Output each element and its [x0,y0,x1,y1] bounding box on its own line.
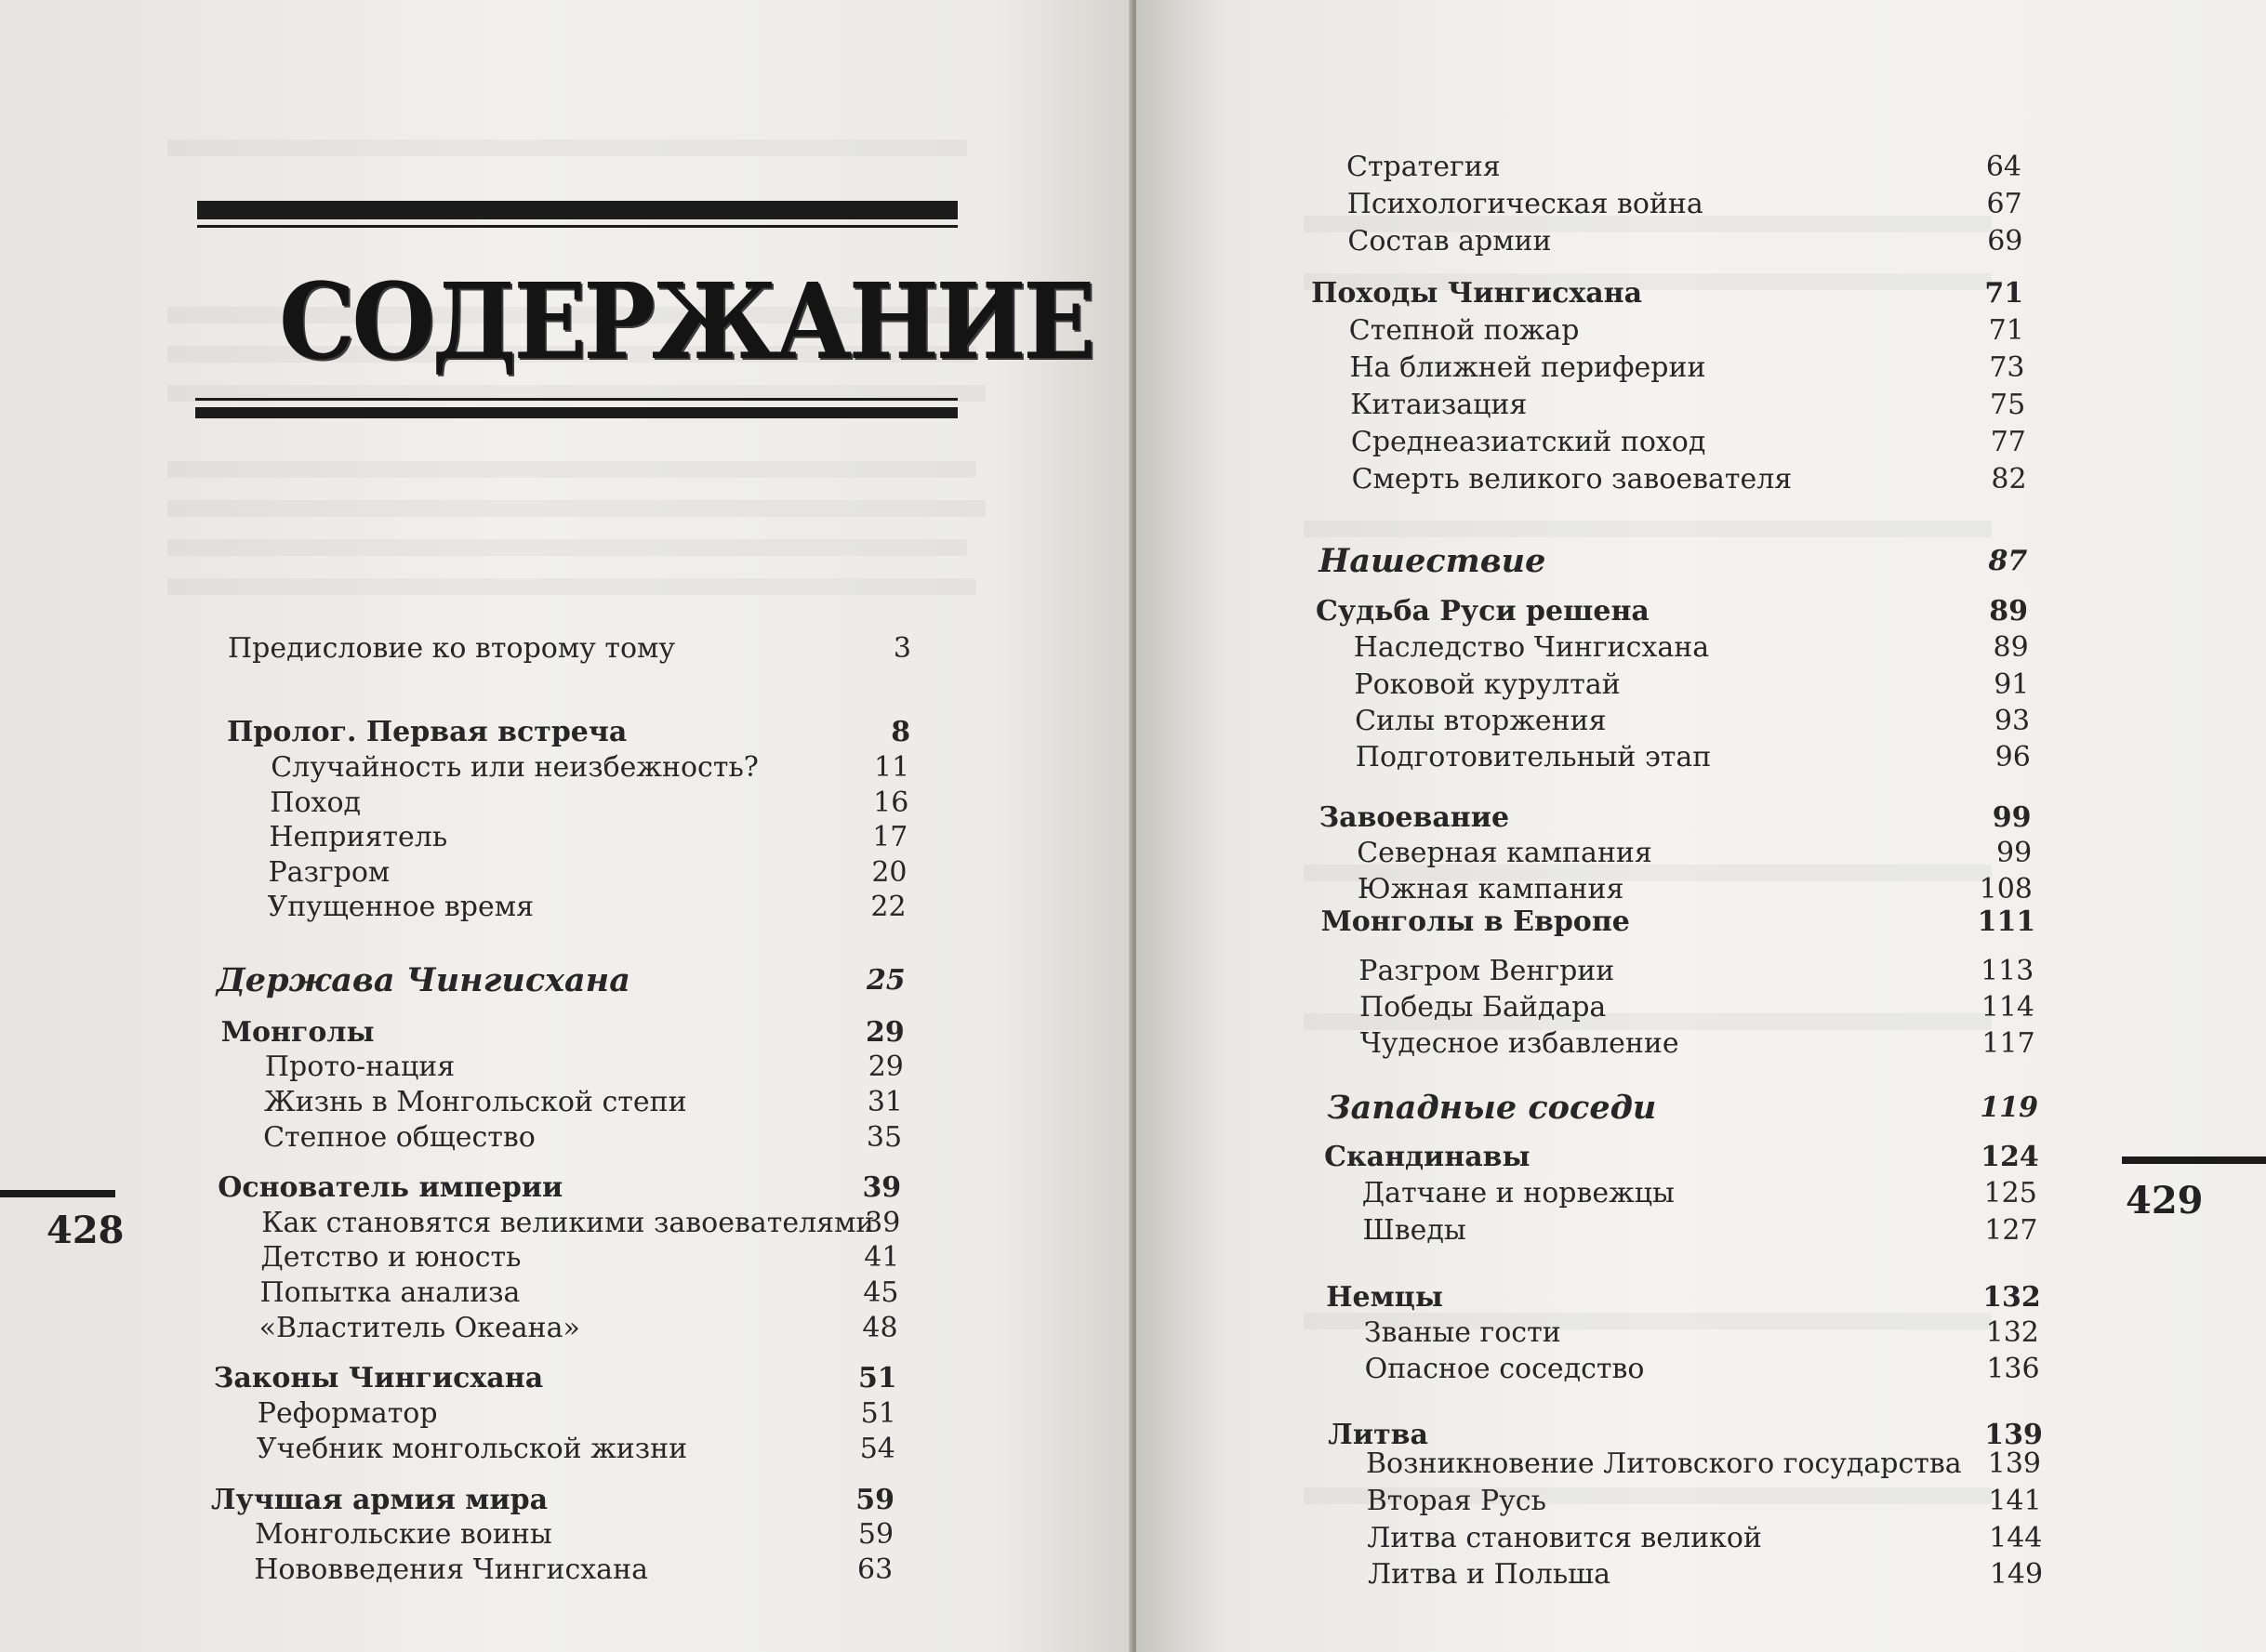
toc-entry-page: 87 [1988,545,2028,577]
toc-entry-title: Литва и Польша [1368,1558,1610,1591]
toc-entry-page: 63 [857,1553,894,1586]
toc-entry-title: Законы Чингисхана [213,1362,544,1394]
toc-entry-title: Предисловие ко второму тому [228,632,676,665]
toc-entry-title: Жизнь в Монгольской степи [264,1086,687,1118]
toc-entry-page: 99 [1996,837,2033,869]
toc-entry-title: Немцы [1326,1281,1443,1314]
toc-entry-page: 41 [864,1241,900,1274]
toc-entry-title: Скандинавы [1324,1141,1531,1173]
toc-entry-page: 39 [865,1207,901,1239]
toc-entry-title: Победы Байдара [1359,991,1607,1024]
toc-entry-title: Лучшая армия мира [211,1484,549,1516]
toc-entry-title: Как становятся великими завоевателями [261,1207,875,1239]
toc-entry-page: 114 [1981,991,2034,1024]
toc-entry-page: 3 [893,632,911,665]
toc-entry-page: 99 [1992,801,2032,834]
toc-entry-page: 127 [1984,1214,2038,1247]
toc-entry-title: Разгром [268,856,391,889]
toc-entry-page: 67 [1986,188,2022,220]
toc-entry-page: 139 [1984,1419,2043,1451]
toc-entry-title: Среднеазиатский поход [1350,426,1706,458]
toc-entry-page: 132 [1982,1281,2041,1314]
toc-entry-title: Монгольские воины [255,1518,552,1551]
toc-entry-title: Учебник монгольской жизни [256,1433,688,1465]
toc-entry-page: 77 [1990,426,2026,458]
toc-entry-title: Реформатор [257,1397,438,1430]
toc-entry-title: Держава Чингисхана [216,961,630,999]
title-rule-top [197,201,958,219]
toc-entry-page: 113 [1981,955,2034,987]
toc-entry-title: Возникновение Литовского государства [1366,1447,1962,1480]
title-rule-top-thin [197,225,958,228]
toc-entry-page: 39 [862,1171,902,1204]
toc-entry-title: Детство и юность [260,1241,522,1274]
toc-entry-title: Поход [270,786,361,819]
toc-entry-page: 141 [1988,1485,2042,1517]
toc-entry-title: Званые гости [1363,1316,1561,1349]
toc-entry-page: 119 [1980,1091,2039,1124]
toc-entry-title: Упущенное время [267,891,535,923]
toc-entry-title: На ближней периферии [1349,351,1706,384]
folio-number: 428 [46,1209,125,1252]
toc-entry-page: 45 [863,1276,899,1309]
toc-entry-title: Северная кампания [1357,837,1652,869]
toc-entry-title: Завоевание [1319,801,1510,834]
toc-entry-title: Попытка анализа [259,1276,521,1309]
right-page [1136,0,2266,1652]
toc-entry-title: Силы вторжения [1355,705,1607,737]
toc-entry-page: 20 [871,856,908,889]
toc-entry-title: Степное общество [263,1121,536,1154]
toc-entry-page: 73 [1989,351,2025,384]
toc-entry-page: 144 [1989,1522,2043,1554]
toc-entry-page: 117 [1981,1027,2035,1060]
toc-entry-title: Пролог. Первая встреча [227,716,628,748]
toc-entry-page: 108 [1979,873,2033,905]
toc-entry-page: 8 [891,716,911,748]
toc-entry-title: «Властитель Океана» [258,1312,580,1344]
toc-entry-page: 149 [1989,1558,2044,1591]
toc-entry-page: 51 [860,1397,896,1430]
toc-entry-page: 69 [1987,225,2023,258]
toc-entry-page: 82 [1991,463,2027,496]
toc-entry-page: 54 [859,1433,895,1465]
toc-entry-page: 22 [870,891,907,923]
toc-entry-page: 16 [873,786,909,819]
title-rule-bottom [195,407,958,418]
toc-entry-page: 59 [855,1484,894,1516]
toc-entry-title: Судьба Руси решена [1316,595,1650,628]
toc-entry-page: 29 [868,1051,904,1083]
toc-entry-title: Состав армии [1347,225,1552,258]
toc-entry-title: Шведы [1362,1214,1466,1247]
toc-entry-page: 51 [857,1362,897,1394]
toc-entry-page: 35 [866,1121,903,1154]
toc-entry-page: 125 [1983,1177,2037,1209]
toc-entry-page: 59 [857,1518,894,1551]
folio-rule-right [2122,1156,2266,1164]
toc-entry-page: 89 [1993,631,2029,664]
toc-entry-page: 91 [1994,668,2030,701]
toc-entry-title: Наследство Чингисхана [1353,631,1710,664]
toc-entry-title: Монголы [220,1016,375,1049]
toc-entry-title: Датчане и норвежцы [1361,1177,1675,1209]
toc-entry-page: 25 [866,964,906,997]
toc-entry-page: 71 [1984,277,2024,310]
toc-entry-title: Смерть великого завоевателя [1351,463,1793,496]
toc-entry-page: 89 [1989,595,2028,628]
toc-entry-page: 136 [1986,1353,2040,1385]
toc-entry-title: Вторая Русь [1366,1485,1546,1517]
toc-entry-title: Китаизация [1350,389,1528,421]
toc-entry-page: 64 [1985,151,2021,183]
toc-entry-page: 48 [862,1312,898,1344]
toc-entry-page: 132 [1985,1316,2039,1349]
toc-entry-page: 71 [1988,314,2024,347]
folio-rule-left [0,1190,115,1197]
toc-entry-title: Монголы в Европе [1320,905,1630,938]
title-rule-bottom-thin [195,398,958,401]
page-title: СОДЕРЖАНИЕ [279,261,1093,383]
toc-entry-title: Основатель империи [218,1171,563,1204]
toc-entry-page: 17 [872,821,908,853]
toc-entry-page: 93 [1994,705,2031,737]
toc-entry-title: Опасное соседство [1364,1353,1645,1385]
toc-entry-title: Роковой курултай [1354,668,1621,701]
toc-entry-title: Нашествие [1319,542,1546,580]
folio-number-right: 429 [2126,1179,2204,1222]
toc-entry-page: 124 [1981,1141,2039,1173]
toc-entry-title: Южная кампания [1357,873,1624,905]
toc-entry-title: Случайность или неизбежность? [271,751,759,784]
toc-entry-title: Стратегия [1346,151,1501,183]
toc-entry-page: 11 [874,751,910,784]
toc-entry-title: Подготовительный этап [1355,741,1712,773]
toc-entry-title: Прото-нация [264,1051,456,1083]
toc-entry-page: 29 [866,1016,905,1049]
toc-entry-title: Литва становится великой [1367,1522,1762,1554]
toc-entry-title: Литва [1328,1419,1428,1451]
toc-entry-title: Чудесное избавление [1359,1027,1679,1060]
toc-entry-page: 111 [1977,905,2036,938]
toc-entry-title: Неприятель [269,821,448,853]
toc-entry-title: Степной пожар [1348,314,1580,347]
toc-entry-page: 96 [1994,741,2031,773]
toc-entry-title: Нововведения Чингисхана [254,1553,648,1586]
toc-entry-title: Разгром Венгрии [1358,955,1615,987]
toc-entry-title: Западные соседи [1327,1089,1657,1127]
toc-entry-title: Психологическая война [1346,188,1703,220]
toc-entry-title: Походы Чингисхана [1311,277,1643,310]
toc-entry-page: 139 [1987,1447,2041,1480]
toc-entry-page: 75 [1990,389,2026,421]
toc-entry-page: 31 [867,1086,903,1118]
